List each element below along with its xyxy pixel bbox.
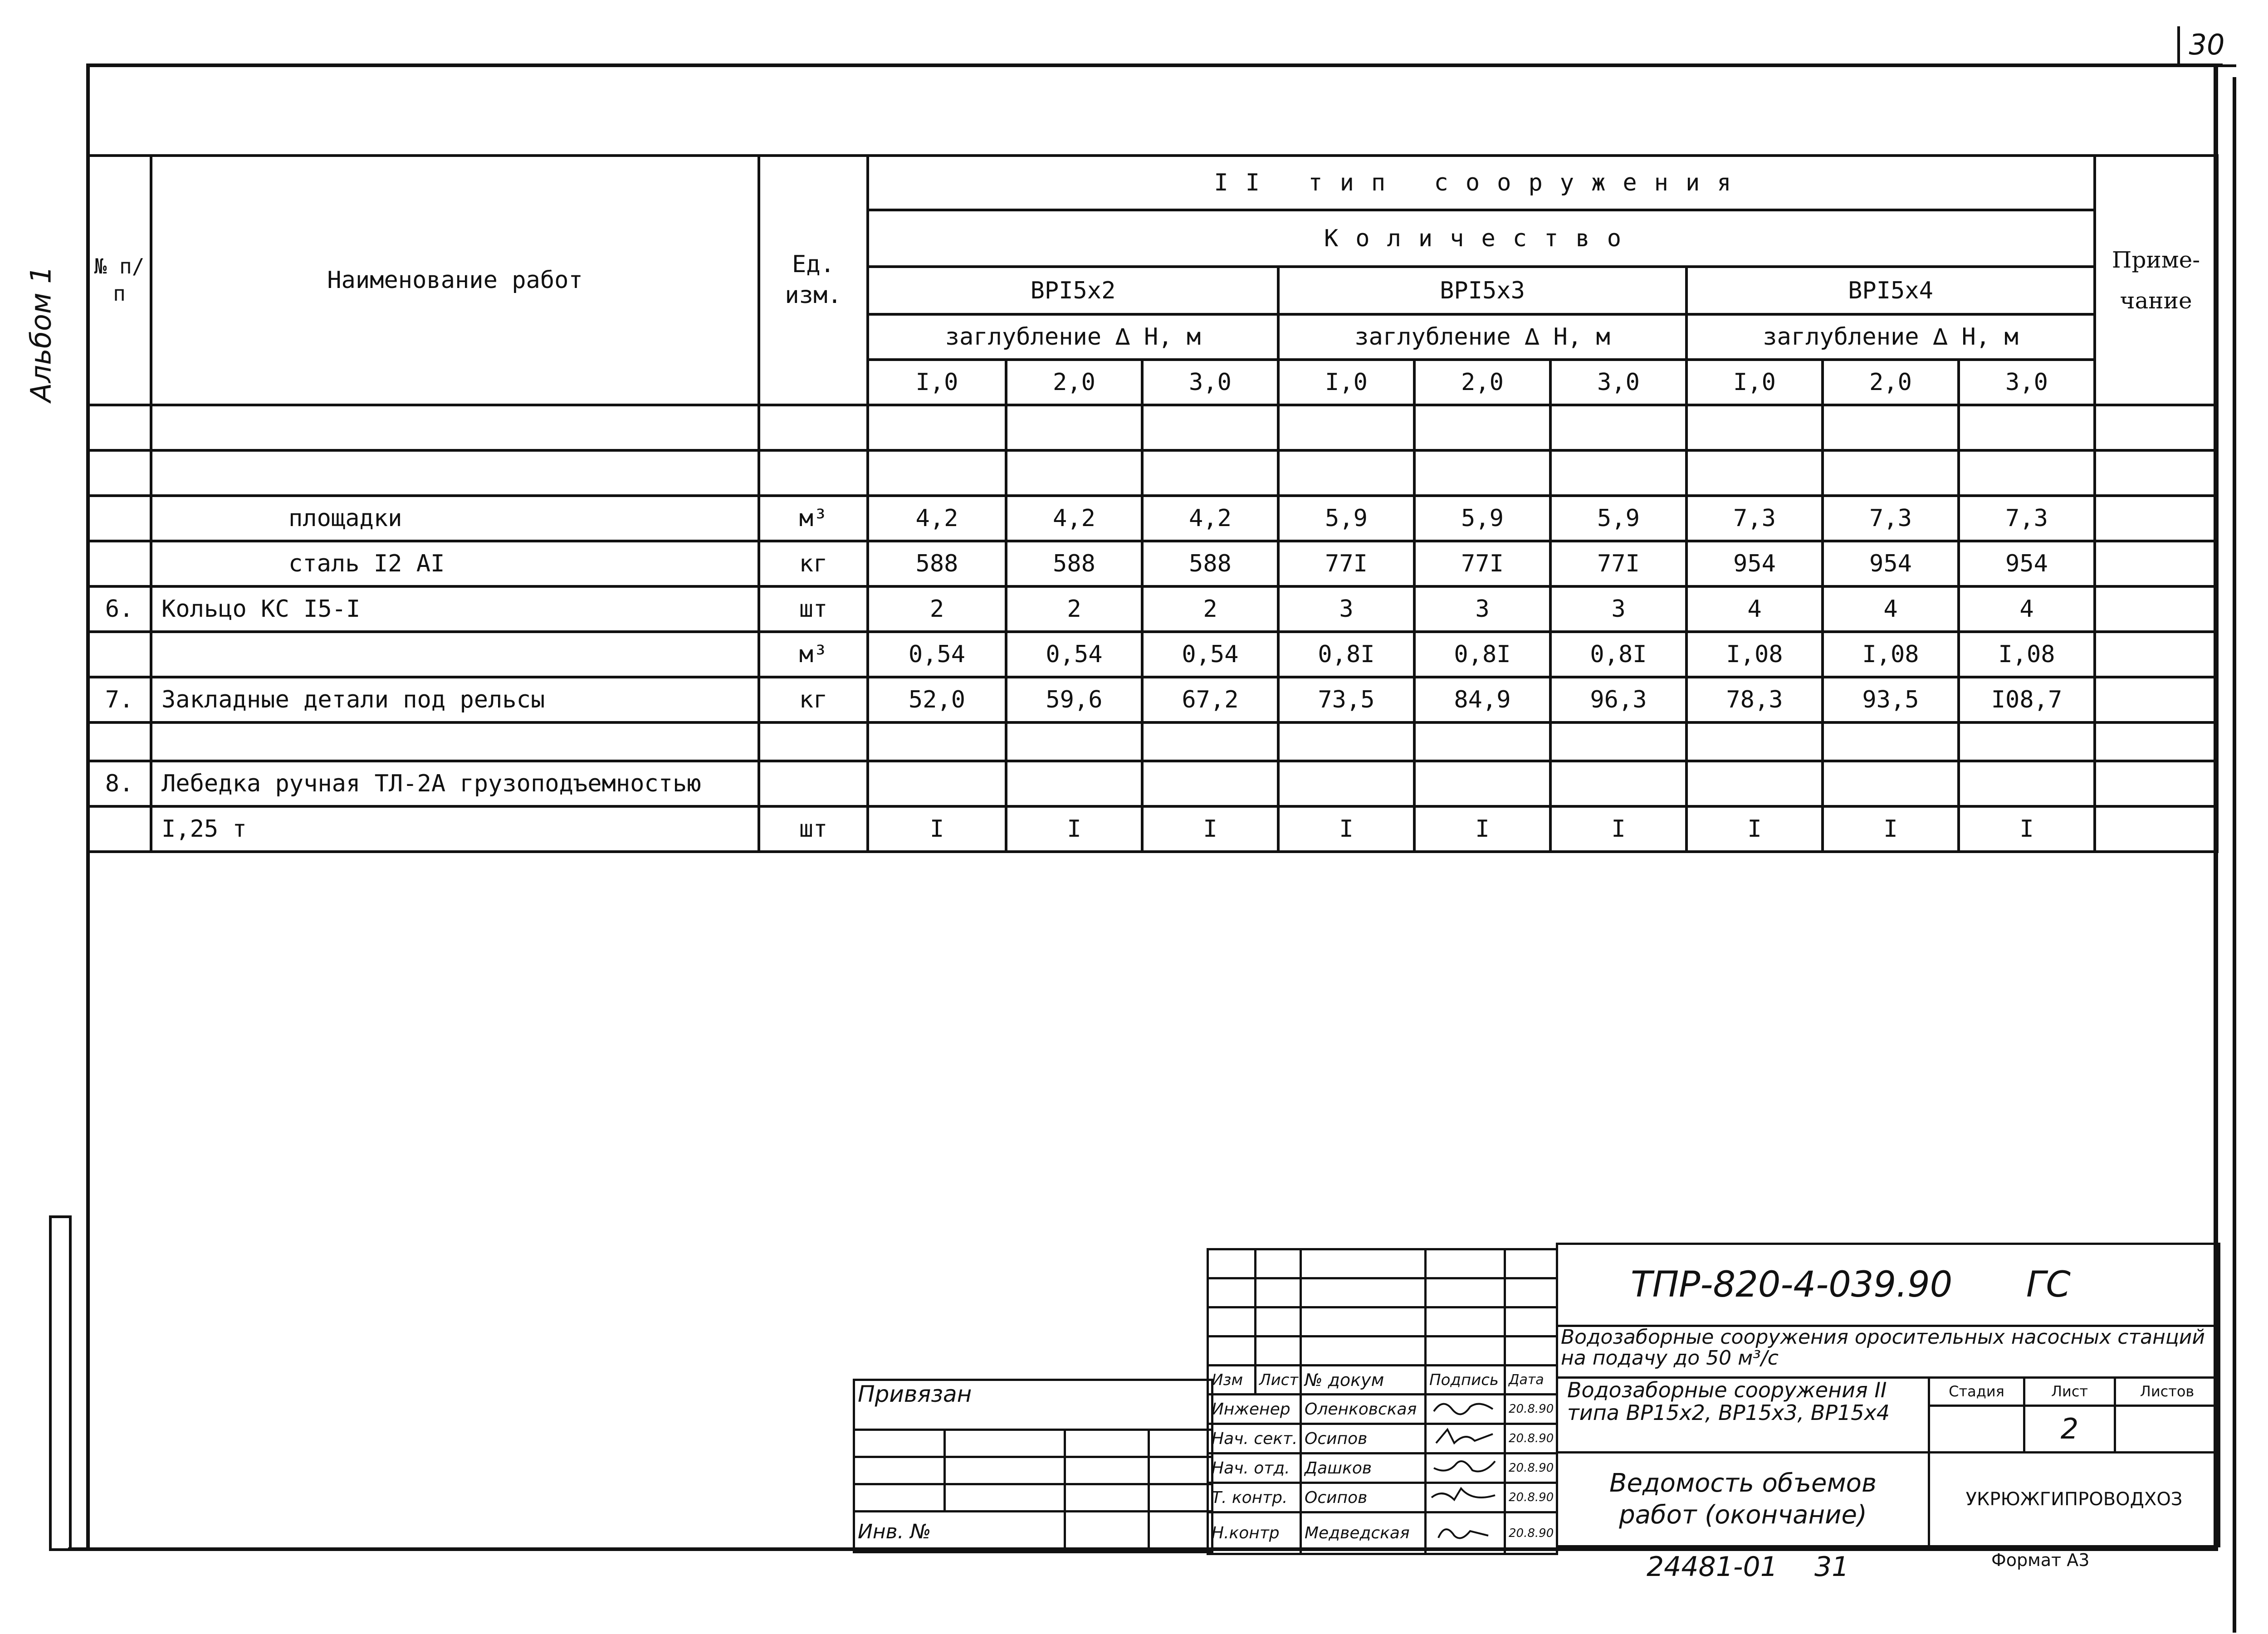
row-value: I,08 <box>1959 632 2095 677</box>
row-num <box>88 722 151 761</box>
row-note <box>2095 677 2217 722</box>
row-value <box>1142 405 1278 450</box>
row-value: 5,9 <box>1414 496 1550 541</box>
person-name: Осипов <box>1301 1483 1426 1512</box>
row-value: 2 <box>868 586 1006 632</box>
person-role: Инженер <box>1208 1395 1301 1424</box>
row-value: 67,2 <box>1142 677 1278 722</box>
col-note-header: Приме- чание <box>2095 156 2217 405</box>
row-value <box>1686 761 1823 806</box>
row-num <box>88 450 151 496</box>
doc-mark: ГС <box>2026 1264 2071 1305</box>
row-unit: шт <box>759 806 868 852</box>
row-value <box>1006 405 1142 450</box>
signature <box>1426 1395 1505 1424</box>
depth-value: 2,0 <box>1823 360 1959 405</box>
row-value <box>868 761 1006 806</box>
row-value: 73,5 <box>1278 677 1414 722</box>
attached-block <box>853 1379 1213 1553</box>
row-name <box>151 405 759 450</box>
row-name: Кольцо КС I5-I <box>151 586 759 632</box>
binding-edge <box>2233 77 2236 1633</box>
person-date: 20.8.90 <box>1505 1395 1557 1424</box>
attached-label: Привязан <box>854 1380 1212 1430</box>
row-value: 0,8I <box>1550 632 1686 677</box>
signature <box>1426 1454 1505 1483</box>
table-row <box>88 450 2217 496</box>
depth-value: 2,0 <box>1414 360 1550 405</box>
works-table <box>86 154 2219 853</box>
row-value <box>1142 722 1278 761</box>
row-value: 954 <box>1823 541 1959 586</box>
row-value <box>1823 722 1959 761</box>
sheet-number: 2 <box>2024 1405 2115 1452</box>
row-value <box>1550 450 1686 496</box>
row-name: Лебедка ручная ТЛ-2А грузоподъемностью <box>151 761 759 806</box>
signature-mark <box>1429 1425 1497 1448</box>
person-role: Н.контр <box>1208 1512 1301 1554</box>
type-header-text: II тип сооружения <box>1214 169 1749 196</box>
row-name <box>151 450 759 496</box>
row-num <box>88 405 151 450</box>
row-value: 52,0 <box>868 677 1006 722</box>
row-value <box>1142 761 1278 806</box>
row-value <box>1414 450 1550 496</box>
row-value <box>1278 450 1414 496</box>
depth-value: I,0 <box>868 360 1006 405</box>
person-date: 20.8.90 <box>1505 1512 1557 1554</box>
page-number: 30 <box>2189 28 2225 61</box>
depth-value: 3,0 <box>1142 360 1278 405</box>
row-value: 7,3 <box>1823 496 1959 541</box>
signature-block <box>1207 1248 1558 1555</box>
depth-value: I,0 <box>1278 360 1414 405</box>
row-unit: шт <box>759 586 868 632</box>
person-name: Оленковская <box>1301 1395 1426 1424</box>
row-value: I <box>1142 806 1278 852</box>
row-value: 3 <box>1414 586 1550 632</box>
row-value: I <box>868 806 1006 852</box>
row-note <box>2095 450 2217 496</box>
stage-value <box>1929 1405 2024 1452</box>
table-row <box>88 761 2217 806</box>
row-num: 6. <box>88 586 151 632</box>
row-value <box>1823 405 1959 450</box>
row-value <box>1959 450 2095 496</box>
row-value <box>1414 761 1550 806</box>
row-value: 3 <box>1550 586 1686 632</box>
row-note <box>2095 761 2217 806</box>
table-row <box>88 632 2217 677</box>
sheet-title: Ведомость объемов работ (окончание) <box>1557 1453 1929 1546</box>
signature <box>1426 1512 1505 1554</box>
row-value <box>1278 405 1414 450</box>
row-value: 588 <box>868 541 1006 586</box>
row-value <box>1959 722 2095 761</box>
row-value <box>1550 722 1686 761</box>
row-value <box>1006 450 1142 496</box>
person-role: Т. контр. <box>1208 1483 1301 1512</box>
row-value: 7,3 <box>1686 496 1823 541</box>
row-value <box>1414 405 1550 450</box>
row-name <box>151 632 759 677</box>
row-value <box>868 405 1006 450</box>
row-value: 0,54 <box>868 632 1006 677</box>
row-value <box>1006 722 1142 761</box>
row-note <box>2095 496 2217 541</box>
col-doc: № докум <box>1301 1366 1426 1395</box>
table-row <box>88 586 2217 632</box>
person-date: 20.8.90 <box>1505 1424 1557 1454</box>
row-value: 3 <box>1278 586 1414 632</box>
row-value <box>1959 405 2095 450</box>
row-num <box>88 806 151 852</box>
group-header-2: ВРI5х4 <box>1686 267 2095 314</box>
signature <box>1426 1483 1505 1512</box>
col-date: Дата <box>1505 1366 1557 1395</box>
row-note <box>2095 541 2217 586</box>
row-value <box>868 450 1006 496</box>
type-header <box>868 156 2095 210</box>
table-row <box>88 405 2217 450</box>
table-row <box>88 496 2217 541</box>
inv-label: Инв. № <box>854 1512 1065 1552</box>
depth-label-1: заглубление ∆ Н, м <box>1278 314 1686 360</box>
row-unit: м³ <box>759 632 868 677</box>
row-value: 84,9 <box>1414 677 1550 722</box>
row-value: 0,8I <box>1414 632 1550 677</box>
row-value: 588 <box>1006 541 1142 586</box>
row-name: Закладные детали под рельсы <box>151 677 759 722</box>
row-value: 5,9 <box>1550 496 1686 541</box>
sheets-value <box>2115 1405 2219 1452</box>
row-value <box>1686 722 1823 761</box>
row-value <box>1550 761 1686 806</box>
depth-value: 3,0 <box>1550 360 1686 405</box>
row-value: I <box>1823 806 1959 852</box>
row-value: 77I <box>1414 541 1550 586</box>
person-date: 20.8.90 <box>1505 1454 1557 1483</box>
col-list: Лист <box>1256 1366 1301 1395</box>
row-value <box>1686 405 1823 450</box>
stage-label: Стадия <box>1929 1377 2024 1405</box>
row-note <box>2095 632 2217 677</box>
person-role: Нач. сект. <box>1208 1424 1301 1454</box>
row-value: 4,2 <box>868 496 1006 541</box>
project-title: Водозаборные сооружения оросительных насосных станций на подачу до 50 м³/с <box>1557 1326 2219 1377</box>
depth-label-0: заглубление ∆ Н, м <box>868 314 1278 360</box>
row-value <box>1686 450 1823 496</box>
person-role: Нач. отд. <box>1208 1454 1301 1483</box>
col-name-header: Наименование работ <box>151 156 759 405</box>
row-value: 0,8I <box>1278 632 1414 677</box>
row-value: 0,54 <box>1142 632 1278 677</box>
row-value <box>1550 405 1686 450</box>
row-value: 4 <box>1823 586 1959 632</box>
signature-mark <box>1429 1484 1497 1507</box>
row-num <box>88 541 151 586</box>
row-value <box>1278 761 1414 806</box>
album-label: Альбом 1 <box>24 266 58 402</box>
person-name: Дашков <box>1301 1454 1426 1483</box>
row-value: 78,3 <box>1686 677 1823 722</box>
sheet-label: Лист <box>2024 1377 2115 1405</box>
person-date: 20.8.90 <box>1505 1483 1557 1512</box>
row-value: 93,5 <box>1823 677 1959 722</box>
row-unit <box>759 450 868 496</box>
quantity-header-text: Количество <box>1324 224 1639 252</box>
row-value: 77I <box>1278 541 1414 586</box>
row-value <box>1142 450 1278 496</box>
row-value: I,08 <box>1686 632 1823 677</box>
row-value: I <box>1006 806 1142 852</box>
depth-value: 2,0 <box>1006 360 1142 405</box>
table-row <box>88 806 2217 852</box>
format-label: Формат А3 <box>1991 1550 2090 1570</box>
row-name <box>151 722 759 761</box>
doc-code-cell <box>1557 1244 2219 1326</box>
row-unit <box>759 722 868 761</box>
row-value: I <box>1278 806 1414 852</box>
row-unit <box>759 405 868 450</box>
row-value: 954 <box>1959 541 2095 586</box>
row-value: 0,54 <box>1006 632 1142 677</box>
row-value <box>1278 722 1414 761</box>
row-value: I <box>1959 806 2095 852</box>
row-unit: кг <box>759 677 868 722</box>
row-name: площадки <box>151 496 759 541</box>
row-value: 7,3 <box>1959 496 2095 541</box>
col-sign: Подпись <box>1426 1366 1505 1395</box>
depth-value: 3,0 <box>1959 360 2095 405</box>
row-unit <box>759 761 868 806</box>
col-num-header: № п/п <box>88 156 151 405</box>
row-note <box>2095 405 2217 450</box>
row-value: I <box>1414 806 1550 852</box>
row-value: 588 <box>1142 541 1278 586</box>
row-value: I,08 <box>1823 632 1959 677</box>
col-unit-header: Ед. изм. <box>759 156 868 405</box>
doc-code: ТПР-820-4-039.90 <box>1631 1264 1953 1305</box>
signature-mark <box>1429 1517 1497 1545</box>
row-value: 4,2 <box>1006 496 1142 541</box>
signature <box>1426 1424 1505 1454</box>
row-value <box>868 722 1006 761</box>
row-unit: кг <box>759 541 868 586</box>
row-note <box>2095 722 2217 761</box>
row-value: I08,7 <box>1959 677 2095 722</box>
row-value <box>1414 722 1550 761</box>
signature-mark <box>1429 1454 1497 1477</box>
row-value: 4 <box>1686 586 1823 632</box>
row-value: 2 <box>1006 586 1142 632</box>
row-unit: м³ <box>759 496 868 541</box>
row-value: 954 <box>1686 541 1823 586</box>
row-name: сталь I2 AI <box>151 541 759 586</box>
depth-label-2: заглубление ∆ Н, м <box>1686 314 2095 360</box>
row-value <box>1823 450 1959 496</box>
bottom-code: 24481-01 <box>1647 1551 1778 1583</box>
row-value: 96,3 <box>1550 677 1686 722</box>
table-row <box>88 677 2217 722</box>
quantity-header <box>868 210 2095 267</box>
row-value: 2 <box>1142 586 1278 632</box>
row-num <box>88 496 151 541</box>
organization: УКРЮЖГИПРОВОДХОЗ <box>1929 1453 2219 1546</box>
person-name: Осипов <box>1301 1424 1426 1454</box>
row-num: 7. <box>88 677 151 722</box>
row-value: 4,2 <box>1142 496 1278 541</box>
row-num: 8. <box>88 761 151 806</box>
row-value: 4 <box>1959 586 2095 632</box>
row-note <box>2095 586 2217 632</box>
sheets-label: Листов <box>2115 1377 2219 1405</box>
row-value: I <box>1550 806 1686 852</box>
row-value: 59,6 <box>1006 677 1142 722</box>
binding-strip <box>49 1215 72 1551</box>
row-num <box>88 632 151 677</box>
row-value: I <box>1686 806 1823 852</box>
person-name: Медведская <box>1301 1512 1426 1554</box>
row-note <box>2095 806 2217 852</box>
row-value <box>1823 761 1959 806</box>
col-izm: Изм <box>1208 1366 1256 1395</box>
row-value <box>1959 761 2095 806</box>
table-row <box>88 722 2217 761</box>
bottom-page: 31 <box>1814 1551 1849 1583</box>
group-header-1: ВРI5х3 <box>1278 267 1686 314</box>
object-title: Водозаборные сооружения II типа ВР15х2, ВР15х3, ВР15х4 <box>1557 1377 1929 1452</box>
group-header-0: ВРI5х2 <box>868 267 1278 314</box>
title-block <box>1556 1243 2220 1547</box>
frame-top <box>86 63 2223 67</box>
depth-value: I,0 <box>1686 360 1823 405</box>
row-value <box>1006 761 1142 806</box>
row-value: 77I <box>1550 541 1686 586</box>
signature-mark <box>1429 1395 1497 1418</box>
table-row <box>88 541 2217 586</box>
row-value: 5,9 <box>1278 496 1414 541</box>
row-name: I,25 т <box>151 806 759 852</box>
